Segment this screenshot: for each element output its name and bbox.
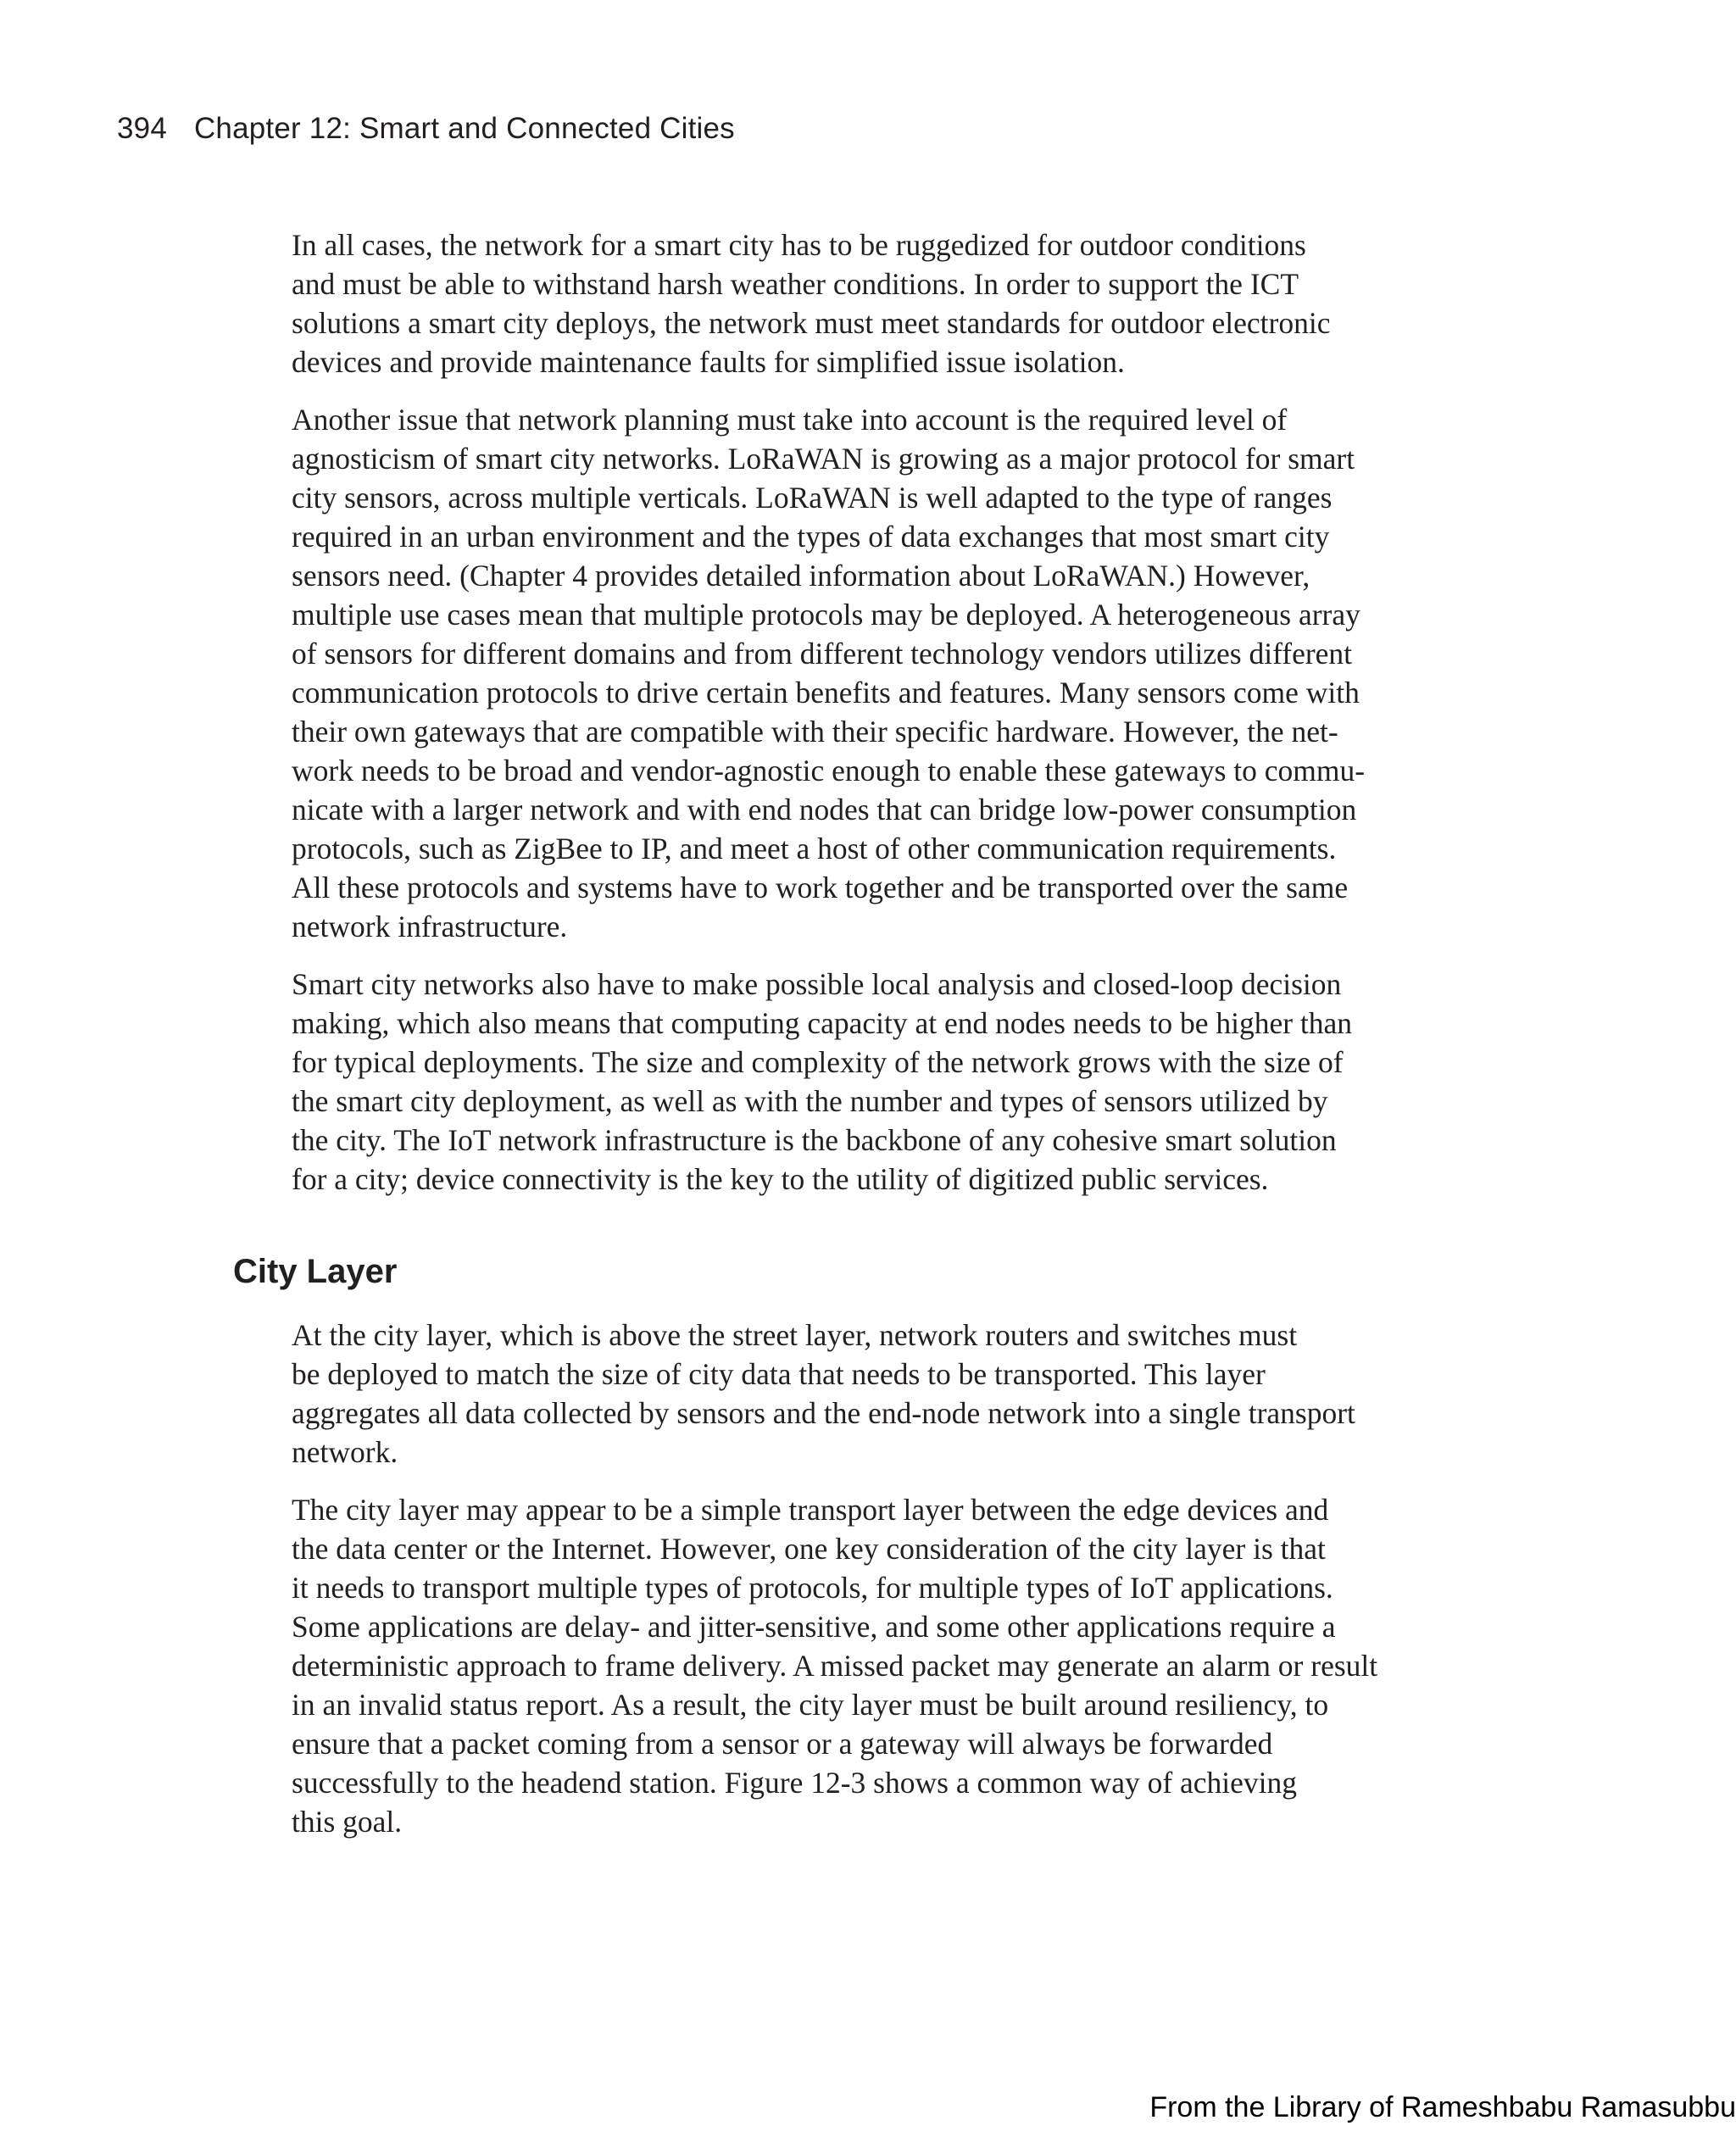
- paragraph: [292, 1316, 1444, 1472]
- text-line: All these protocols and systems have to work together and be transported over the same: [292, 871, 1349, 904]
- city-layer-text-block: [292, 1316, 1444, 1841]
- text-line: city sensors, across multiple verticals. LoRaWAN is well adapted to the type of ranges: [292, 481, 1333, 515]
- text-line: protocols, such as ZigBee to IP, and meet a host of other communication requirements.: [292, 832, 1337, 865]
- intro-text-block: [292, 225, 1444, 1199]
- text-line: for a city; device connectivity is the key to the utility of digitized public services.: [292, 1162, 1269, 1196]
- text-line: nicate with a larger network and with end nodes that can bridge low-power consumption: [292, 793, 1357, 826]
- text-line: multiple use cases mean that multiple protocols may be deployed. A heterogeneous array: [292, 598, 1360, 632]
- text-line: the city. The IoT network infrastructure is the backbone of any cohesive smart solution: [292, 1123, 1337, 1157]
- section-heading: City Layer: [233, 1253, 398, 1290]
- page-number: 394: [117, 112, 167, 145]
- text-line: for typical deployments. The size and complexity of the network grows with the size of: [292, 1045, 1344, 1079]
- text-line: network infrastructure.: [292, 910, 568, 943]
- text-line: network.: [292, 1435, 398, 1469]
- chapter-title: Chapter 12: Smart and Connected Cities: [193, 112, 735, 145]
- text-line: solutions a smart city deploys, the network must meet standards for outdoor electronic: [292, 306, 1331, 340]
- library-footer-note: From the Library of Rameshbabu Ramasubbu: [1149, 2091, 1736, 2123]
- text-line: be deployed to match the size of city data that needs to be transported. This layer: [292, 1357, 1266, 1391]
- text-line: successfully to the headend station. Figure 12-3 shows a common way of achieving: [292, 1766, 1298, 1800]
- running-head: [117, 112, 735, 146]
- text-line: ensure that a packet coming from a sensor or a gateway will always be forwarded: [292, 1727, 1273, 1761]
- paragraph: [292, 965, 1444, 1199]
- text-line: sensors need. (Chapter 4 provides detailed information about LoRaWAN.) However,: [292, 559, 1310, 593]
- paragraph: [292, 1490, 1444, 1841]
- text-line: aggregates all data collected by sensors and the end-node network into a single transport: [292, 1396, 1355, 1430]
- text-line: the data center or the Internet. However, one key consideration of the city layer is that: [292, 1532, 1326, 1566]
- text-line: Some applications are delay- and jitter-sensitive, and some other applications require a: [292, 1610, 1336, 1644]
- text-line: this goal.: [292, 1805, 403, 1839]
- text-line: Smart city networks also have to make possible local analysis and closed-loop decision: [292, 967, 1342, 1001]
- text-line: In all cases, the network for a smart city has to be ruggedized for outdoor conditions: [292, 228, 1306, 262]
- text-line: in an invalid status report. As a result, the city layer must be built around resiliency, to: [292, 1688, 1329, 1722]
- text-line: required in an urban environment and the types of data exchanges that most smart city: [292, 520, 1330, 554]
- text-line: and must be able to withstand harsh weather conditions. In order to support the ICT: [292, 267, 1299, 301]
- text-line: the smart city deployment, as well as with the number and types of sensors utilized by: [292, 1084, 1328, 1118]
- text-line: agnosticism of smart city networks. LoRaWAN is growing as a major protocol for smart: [292, 442, 1355, 476]
- text-line: of sensors for different domains and from different technology vendors utilizes different: [292, 637, 1353, 671]
- text-line: Another issue that network planning must take into account is the required level of: [292, 403, 1288, 437]
- text-line: At the city layer, which is above the street layer, network routers and switches must: [292, 1318, 1298, 1352]
- text-line: The city layer may appear to be a simple transport layer between the edge devices and: [292, 1493, 1329, 1527]
- text-line: deterministic approach to frame delivery. A missed packet may generate an alarm or result: [292, 1649, 1378, 1683]
- paragraph: [292, 400, 1444, 946]
- text-line: devices and provide maintenance faults for simplified issue isolation.: [292, 345, 1125, 379]
- paragraph: [292, 225, 1444, 381]
- text-line: making, which also means that computing capacity at end nodes needs to be higher than: [292, 1006, 1353, 1040]
- text-line: it needs to transport multiple types of protocols, for multiple types of IoT applications.: [292, 1571, 1333, 1605]
- text-line: communication protocols to drive certain benefits and features. Many sensors come with: [292, 676, 1360, 710]
- text-line: their own gateways that are compatible with their specific hardware. However, the net-: [292, 715, 1338, 748]
- text-line: work needs to be broad and vendor-agnostic enough to enable these gateways to commu-: [292, 754, 1366, 787]
